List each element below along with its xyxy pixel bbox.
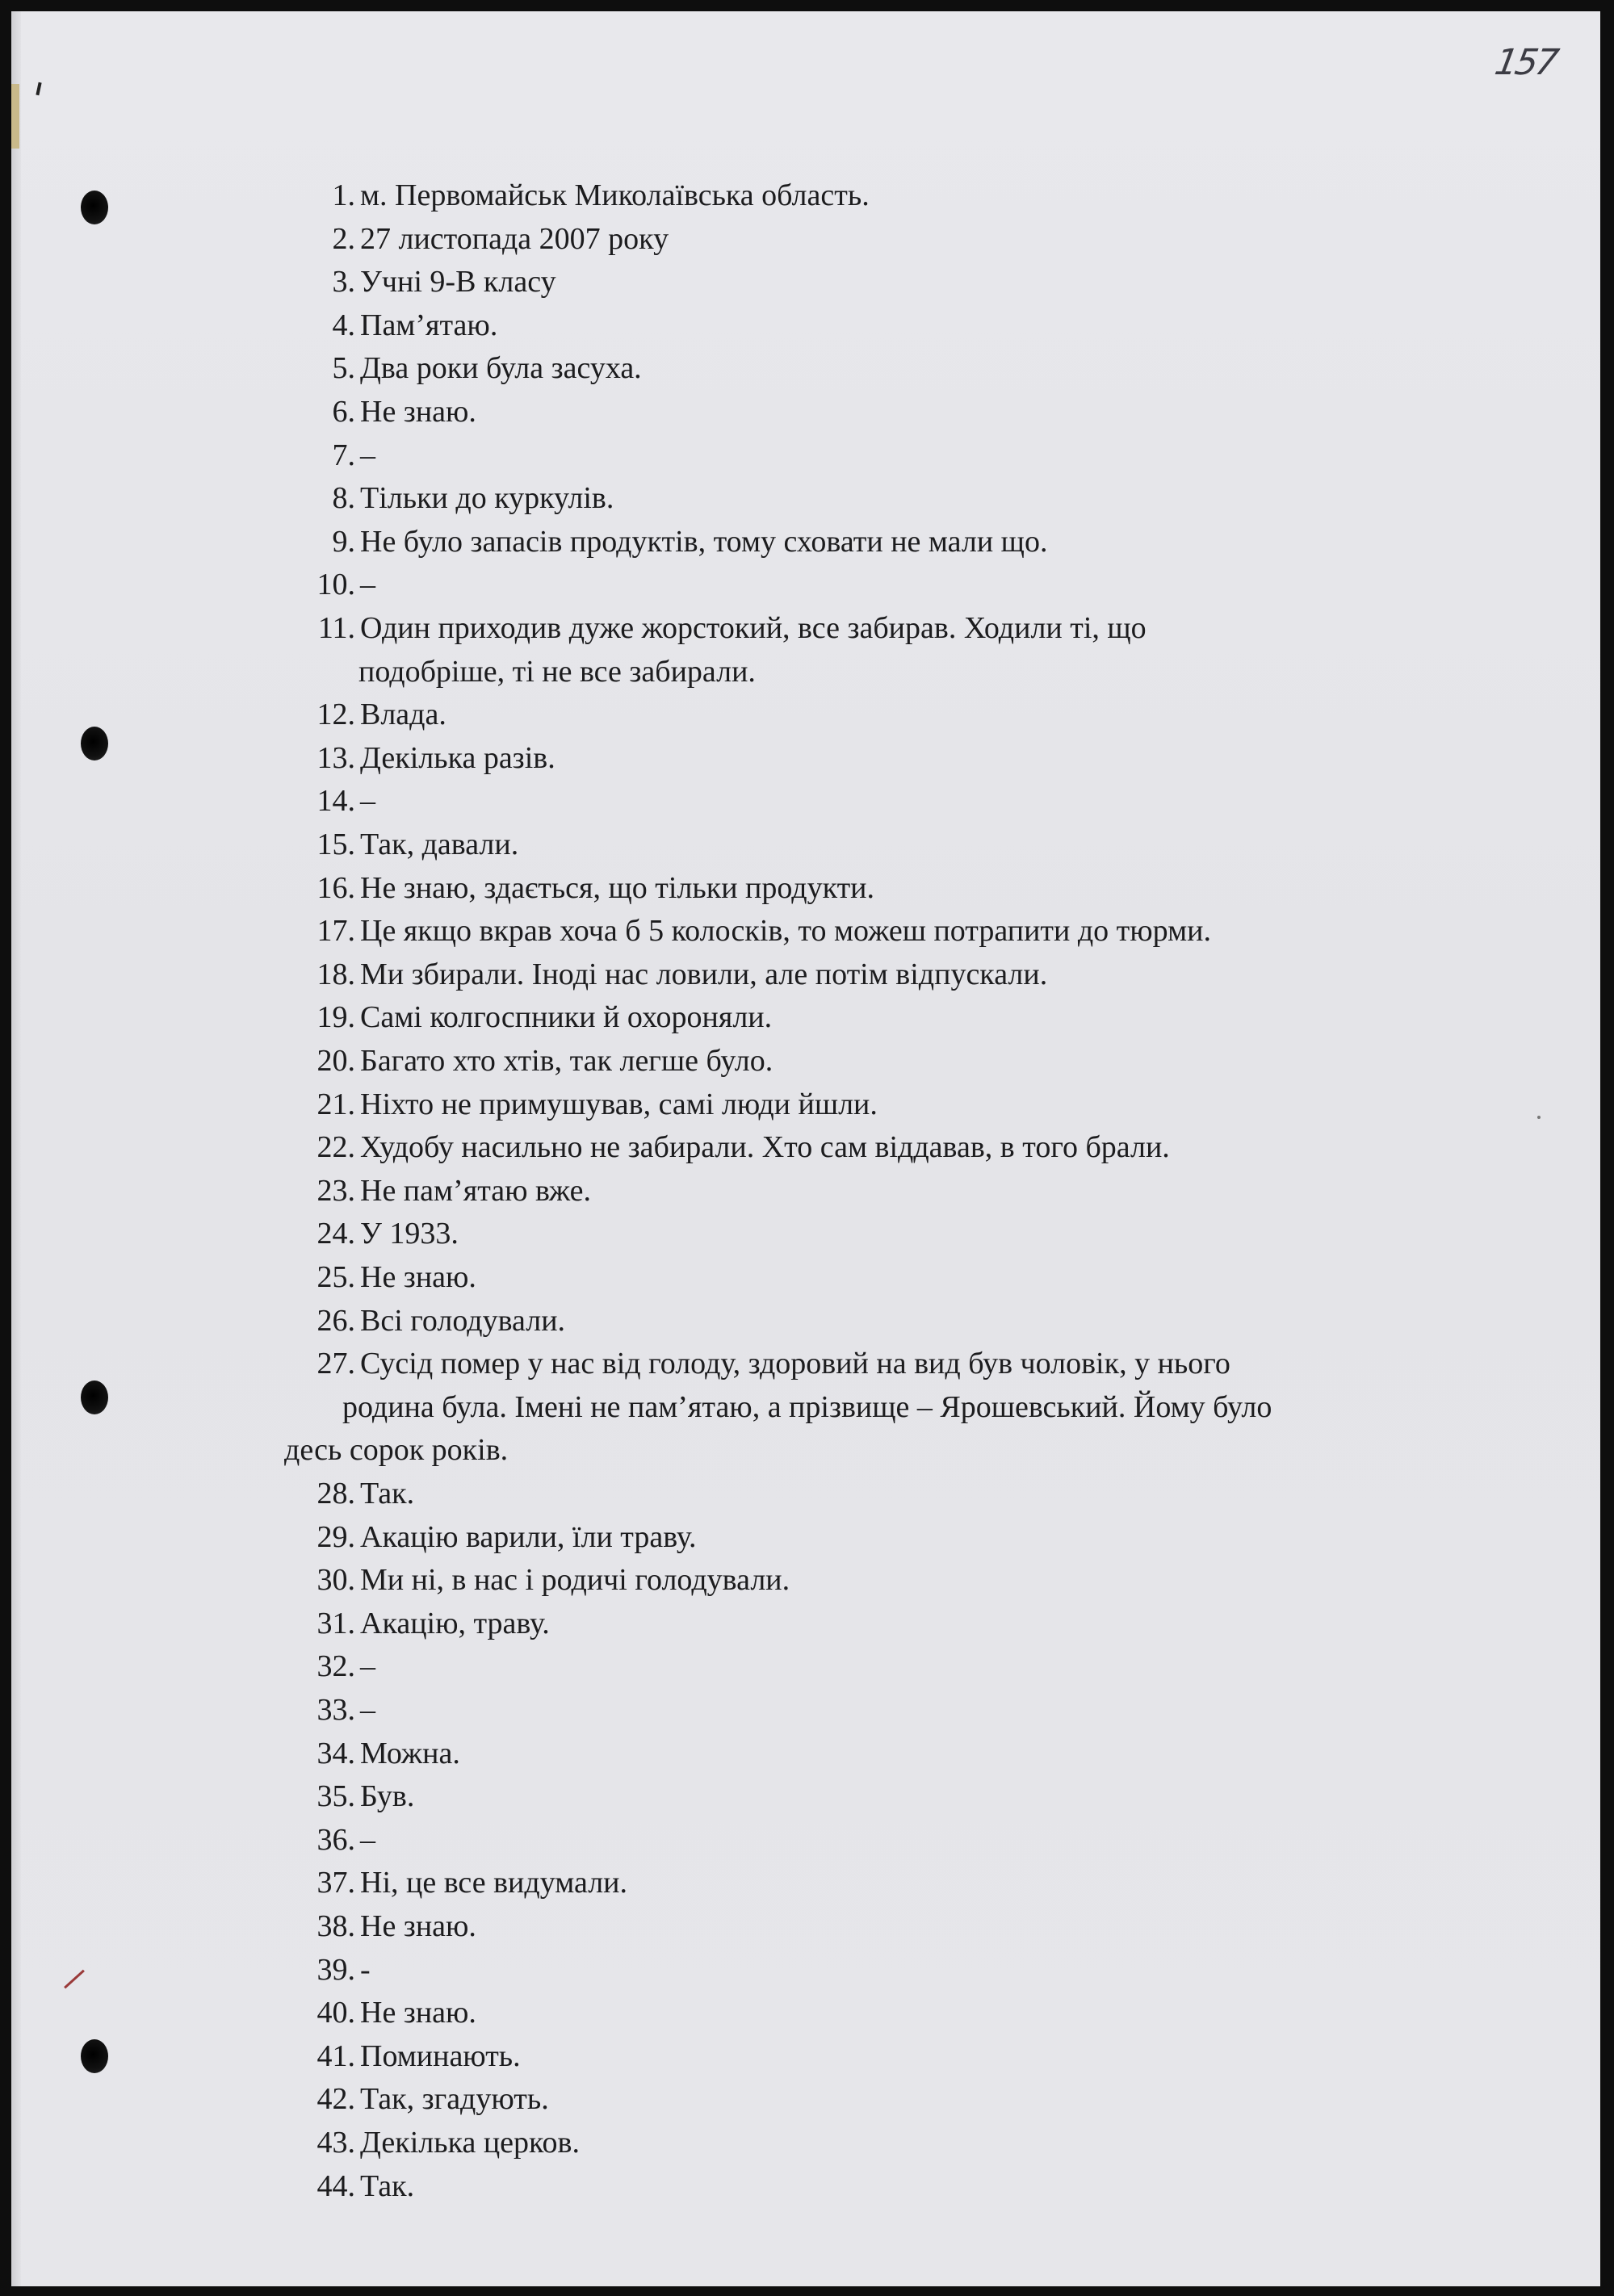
answer-text: Ми збирали. Іноді нас ловили, але потім відпускали.: [360, 957, 1048, 991]
answer-number: 7.: [332, 438, 355, 472]
answer-continuation: родина була. Імені не пам’ятаю, а прізвище – Ярошевський. Йому було: [342, 1389, 1272, 1424]
answer-text: Не знаю.: [360, 1260, 476, 1294]
answer-text: Поминають.: [360, 2038, 521, 2073]
answer-text: -: [360, 1952, 371, 1987]
answer-number: 42.: [317, 2082, 355, 2117]
answer-text: Учні 9-В класу: [360, 265, 556, 300]
answer-text: Акацію, траву.: [360, 1606, 550, 1640]
answer-number: 9.: [332, 524, 355, 559]
answer-text: –: [360, 438, 375, 472]
answer-text: Не знаю.: [360, 1996, 476, 2030]
document-page: [11, 11, 1600, 2286]
answer-number: 38.: [317, 1909, 355, 1943]
answer-number: 36.: [317, 1822, 355, 1857]
answer-number: 19.: [317, 1000, 355, 1035]
answer-text: Так, згадують.: [360, 2082, 549, 2117]
answer-text: Два роки була засуха.: [360, 351, 642, 386]
answer-text: Худобу насильно не забирали. Хто сам віддавав, в того брали.: [360, 1130, 1170, 1165]
answer-number: 44.: [317, 2168, 355, 2203]
answer-text: У 1933.: [360, 1217, 459, 1251]
answer-text: Тільки до куркулів.: [360, 481, 614, 516]
answer-number: 30.: [317, 1563, 355, 1598]
answer-number: 33.: [317, 1693, 355, 1727]
answer-number: 28.: [317, 1477, 355, 1510]
answer-text: –: [360, 1649, 375, 1684]
answer-number: 24.: [317, 1217, 355, 1251]
answer-text: Так.: [360, 2168, 415, 2203]
answer-number: 18.: [317, 957, 355, 991]
answer-number: 43.: [317, 2126, 355, 2160]
answer-text: Ні, це все видумали.: [360, 1866, 628, 1900]
answer-text: Не знаю, здається, що тільки продукти.: [360, 870, 875, 905]
answer-number: 35.: [317, 1779, 355, 1814]
answer-number: 8.: [332, 481, 355, 516]
answer-text: Не знаю.: [360, 395, 476, 429]
answer-text: Сусід помер у нас від голоду, здоровий на вид був чоловік, у нього: [360, 1347, 1230, 1381]
answer-text: Пам’ятаю.: [360, 308, 498, 342]
corner-mark: [36, 82, 41, 95]
handwritten-page-number: 157: [1491, 42, 1560, 83]
answer-number: 23.: [317, 1173, 355, 1208]
answer-number: 26.: [317, 1303, 355, 1338]
punch-hole: [81, 191, 108, 224]
answer-text: Не пам’ятаю вже.: [360, 1173, 591, 1208]
answer-number: 34.: [317, 1736, 355, 1770]
answer-number: 3.: [332, 265, 355, 300]
answer-number: 27.: [317, 1347, 355, 1381]
answer-number: 5.: [332, 351, 355, 386]
answer-text: Влада.: [360, 698, 446, 732]
answer-number: 2.: [332, 221, 355, 256]
pen-tick-mark: [64, 1970, 85, 1989]
answer-number: 32.: [317, 1649, 355, 1684]
page-edge: [11, 11, 21, 2286]
answer-number: 25.: [317, 1260, 355, 1294]
answer-text: Один приходив дуже жорстокий, все забирав. Ходили ті, що: [360, 611, 1147, 645]
answer-number: 4.: [332, 308, 355, 342]
speck: [1537, 1116, 1541, 1119]
answer-text: –: [360, 1822, 375, 1857]
answer-number: 11.: [317, 611, 355, 645]
answer-text: Був.: [360, 1779, 415, 1814]
answer-number: 31.: [317, 1606, 355, 1640]
answer-text: м. Первомайськ Миколаївська область.: [360, 178, 870, 212]
binding-tab: [11, 84, 19, 149]
punch-hole: [81, 727, 108, 760]
answer-number: 1.: [332, 178, 355, 212]
answer-number: 6.: [332, 395, 355, 429]
answer-number: 39.: [317, 1952, 355, 1987]
answer-text: Багато хто хтів, так легше було.: [360, 1044, 773, 1078]
answer-text: Самі колгоспники й охороняли.: [360, 1000, 773, 1035]
answer-continuation: десь сорок років.: [284, 1433, 509, 1468]
punch-hole: [81, 2039, 108, 2073]
answer-text: 27 листопада 2007 року: [360, 221, 669, 256]
answer-number: 22.: [317, 1130, 355, 1165]
answer-number: 21.: [317, 1087, 355, 1121]
answer-text: –: [360, 568, 375, 602]
answer-number: 17.: [317, 914, 355, 949]
answer-number: 20.: [317, 1044, 355, 1078]
answer-number: 40.: [317, 1996, 355, 2030]
answer-text: Всі голодували.: [360, 1303, 566, 1338]
answer-text: Не було запасів продуктів, тому сховати не мали що.: [360, 524, 1048, 559]
answer-continuation: подобріше, ті не все забирали.: [358, 654, 756, 689]
punch-hole: [81, 1381, 108, 1414]
answer-number: 14.: [317, 784, 355, 819]
answer-number: 29.: [317, 1519, 355, 1554]
answer-text: –: [360, 784, 375, 819]
answer-text: Ми ні, в нас і родичі голодували.: [360, 1563, 790, 1598]
answer-text: Можна.: [360, 1736, 460, 1770]
answer-number: 13.: [317, 740, 355, 775]
answer-number: 10.: [317, 568, 355, 602]
answer-text: Не знаю.: [360, 1909, 476, 1943]
answer-number: 12.: [317, 698, 355, 732]
answer-text: Це якщо вкрав хоча б 5 колосків, то можеш потрапити до тюрми.: [360, 914, 1211, 949]
answer-text: Так, давали.: [360, 827, 519, 861]
answer-number: 41.: [317, 2038, 355, 2073]
answer-text: Декілька разів.: [360, 740, 555, 775]
answer-text: Так.: [360, 1477, 415, 1510]
answer-text: Ніхто не примушував, самі люди йшли.: [360, 1087, 878, 1121]
answer-number: 15.: [317, 827, 355, 861]
answer-number: 37.: [317, 1866, 355, 1900]
answer-number: 16.: [317, 870, 355, 905]
answer-text: –: [360, 1693, 375, 1727]
answer-text: Декілька церков.: [360, 2126, 580, 2160]
answer-text: Акацію варили, їли траву.: [360, 1519, 697, 1554]
